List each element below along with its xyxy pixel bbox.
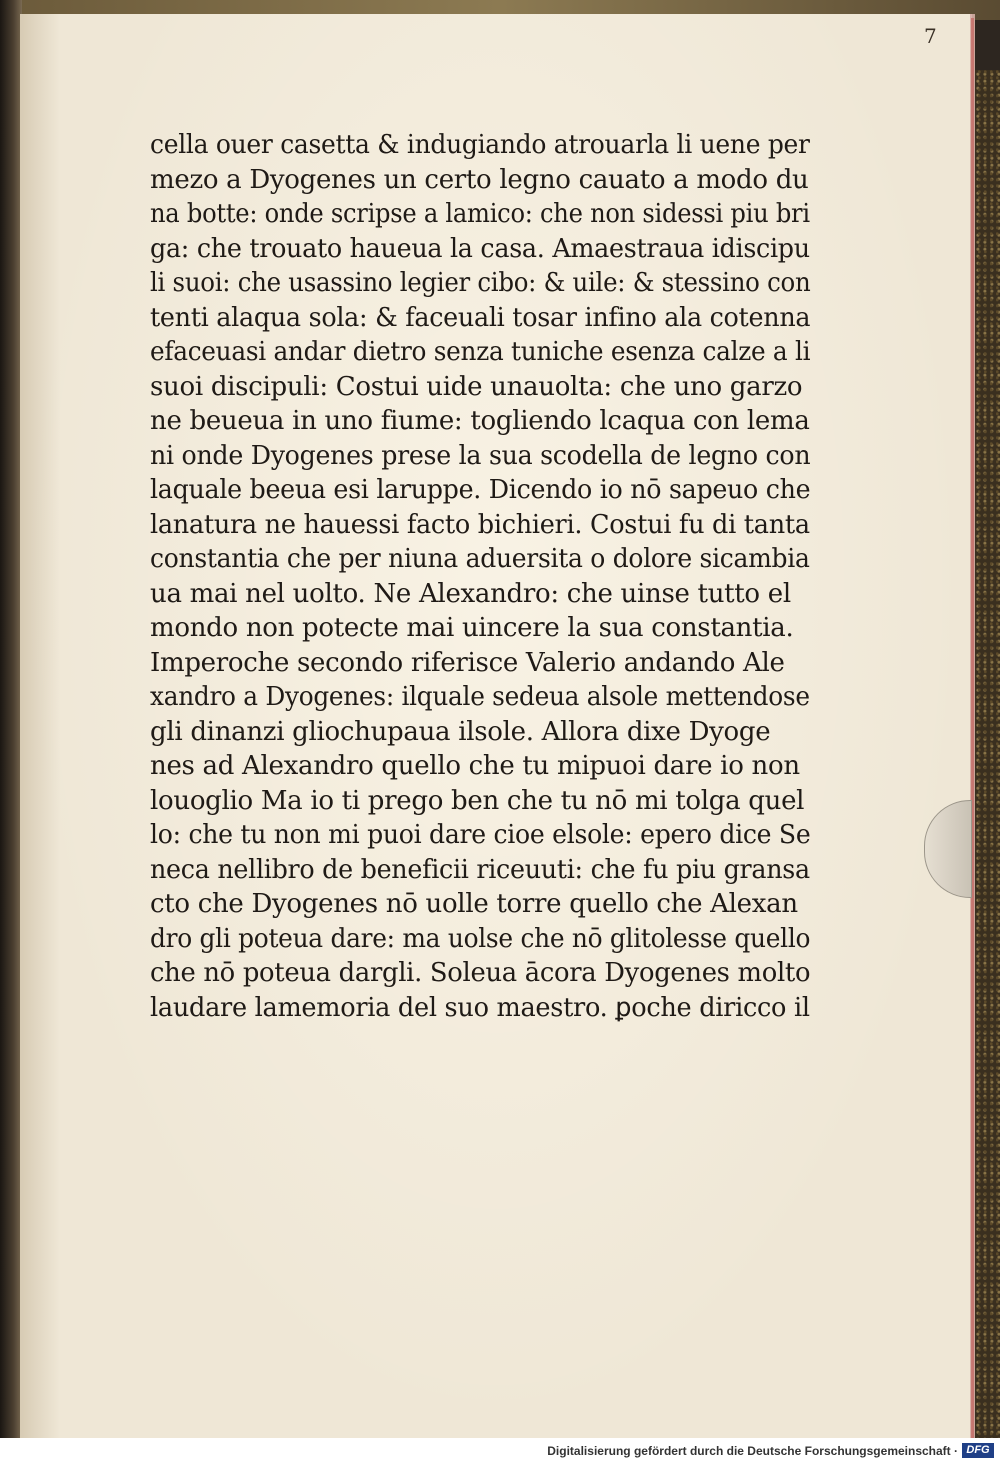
text-line: ua mai nel uolto. Ne Alexandro: che uinse tutto el xyxy=(150,578,791,609)
text-line: gli dinanzi gliochupaua ilsole. Allora dixe Dyoge xyxy=(150,716,771,747)
text-line: tenti alaqua sola: & faceuali tosar infino ala cotenna xyxy=(150,302,811,333)
footer-bar xyxy=(0,1438,1000,1462)
text-line: laudare lamemoria del suo maestro. ꝑoche diricco il xyxy=(150,992,810,1023)
dfg-logo[interactable]: DFG xyxy=(962,1443,994,1458)
book-binding xyxy=(0,0,22,1462)
text-line: ni onde Dyogenes prese la sua scodella de legno con xyxy=(150,440,811,471)
text-line: ne beueua in uno fiume: togliendo lcaqua con lema xyxy=(150,406,810,436)
text-line: ga: che trouato haueua la casa. Amaestraua idiscipu xyxy=(150,233,810,264)
text-line: dro gli poteua dare: ma uolse che nō glitolesse quello xyxy=(150,923,811,954)
text-line: li suoi: che usassino legier cibo: & uile: & stessino con xyxy=(150,268,811,298)
text-line: efaceuasi andar dietro senza tuniche esenza calze a li xyxy=(150,337,811,367)
text-line: nes ad Alexandro quello che tu mipuoi dare io non xyxy=(150,751,800,781)
text-line: louoglio Ma io ti prego ben che tu nō mi tolga quel xyxy=(150,785,805,816)
text-line: cella ouer casetta & indugiando atrouarla li uene per xyxy=(150,130,810,160)
text-line: laquale beeua esi laruppe. Dicendo io nō sapeuo che xyxy=(150,475,811,505)
text-line: lanatura ne hauessi facto bichieri. Costui fu di tanta xyxy=(150,509,810,540)
text-line: na botte: onde scripse a lamico: che non sidessi piu bri xyxy=(150,199,810,229)
page-edge xyxy=(971,18,974,1438)
text-line: xandro a Dyogenes: ilquale sedeua alsole mettendose xyxy=(150,682,810,712)
text-line: lo: che tu non mi puoi dare cioe elsole: epero dice Se xyxy=(150,820,811,850)
text-line: mezo a Dyogenes un certo legno cauato a modo du xyxy=(150,164,809,195)
text-line: mondo non potecte mai uincere la sua constantia. xyxy=(150,613,794,643)
text-line: cto che Dyogenes nō uolle torre quello che Alexan xyxy=(150,889,798,919)
folio-mark: 7 xyxy=(924,24,937,48)
text-line: che nō poteua dargli. Soleua ācora Dyogenes molto xyxy=(150,958,811,988)
text-line: suoi discipuli: Costui uide unauolta: che uno garzo xyxy=(150,371,803,402)
funding-credit: Digitalisierung gefördert durch die Deutsche Forschungsgemeinschaft · xyxy=(547,1444,958,1458)
text-line: constantia che per niuna aduersita o dolore sicambia xyxy=(150,544,810,574)
text-line: Imperoche secondo riferisce Valerio andando Ale xyxy=(150,647,785,678)
page-text xyxy=(150,128,810,1025)
text-line: neca nellibro de beneficii riceuuti: che fu piu gransa xyxy=(150,854,810,885)
